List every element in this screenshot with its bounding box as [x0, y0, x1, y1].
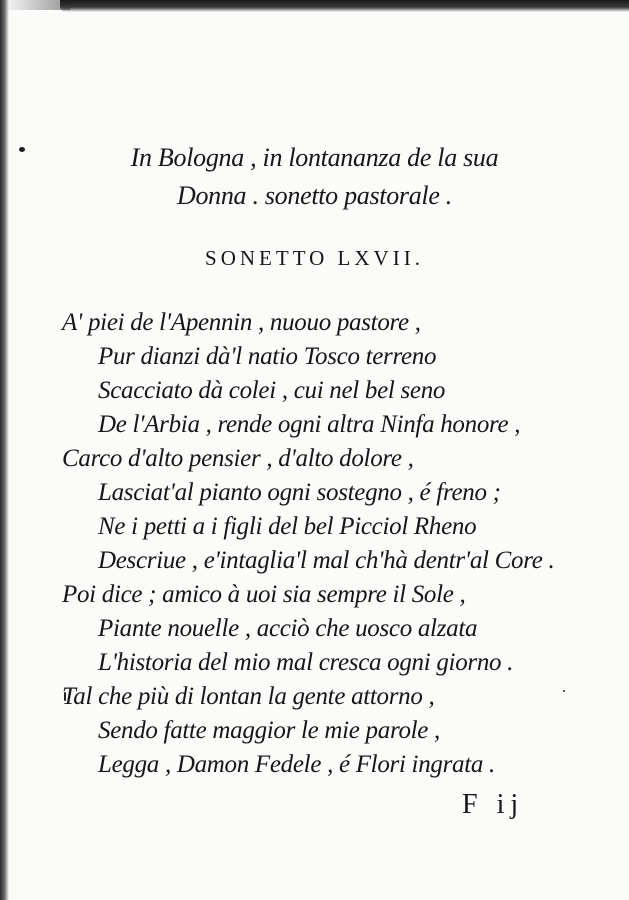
verse-line: L'historia del mio mal cresca ogni giorno .	[98, 649, 514, 676]
verse-line: De l'Arbia , rende ogni altra Ninfa honore ,	[98, 411, 521, 438]
verse-line: Tal che più di lontan la gente attorno ,	[62, 683, 435, 710]
page-left-edge	[0, 0, 9, 900]
heading-line-2: Donna . sonetto pastorale .	[176, 181, 452, 210]
page-top-edge	[60, 0, 629, 12]
verse-line: Lasciat'al pianto ogni sostegno , é freno ;	[98, 479, 501, 506]
heading-line-1: In Bologna , in lontananza de la sua	[130, 143, 499, 172]
verse-line: Carco d'alto pensier , d'alto dolore ,	[62, 445, 414, 472]
verse-line: Piante nouelle , acciò che uosco alzata	[98, 615, 478, 642]
signature-mark: F ij	[462, 789, 525, 820]
verse-line: Sendo fatte maggior le mie parole ,	[98, 717, 440, 744]
verse-line: Descriue , e'intaglia'l mal ch'hà dentr'al Core .	[98, 547, 555, 574]
verse-line: Pur dianzi dà'l natio Tosco terreno	[98, 343, 437, 370]
sonnet-title: SONETTO LXVII.	[205, 246, 424, 270]
verse-line: A' piei de l'Apennin , nuouo pastore ,	[62, 309, 421, 336]
ink-speck	[563, 690, 565, 692]
verse-line: Poi dice ; amico à uoi sia sempre il Sole ,	[62, 581, 466, 608]
verse-line: Scacciato dà colei , cui nel bel seno	[98, 377, 446, 404]
verse-line: Legga , Damon Fedele , é Flori ingrata .	[98, 751, 495, 778]
verse-line: Ne i petti a i figli del bel Picciol Rheno	[98, 513, 477, 540]
